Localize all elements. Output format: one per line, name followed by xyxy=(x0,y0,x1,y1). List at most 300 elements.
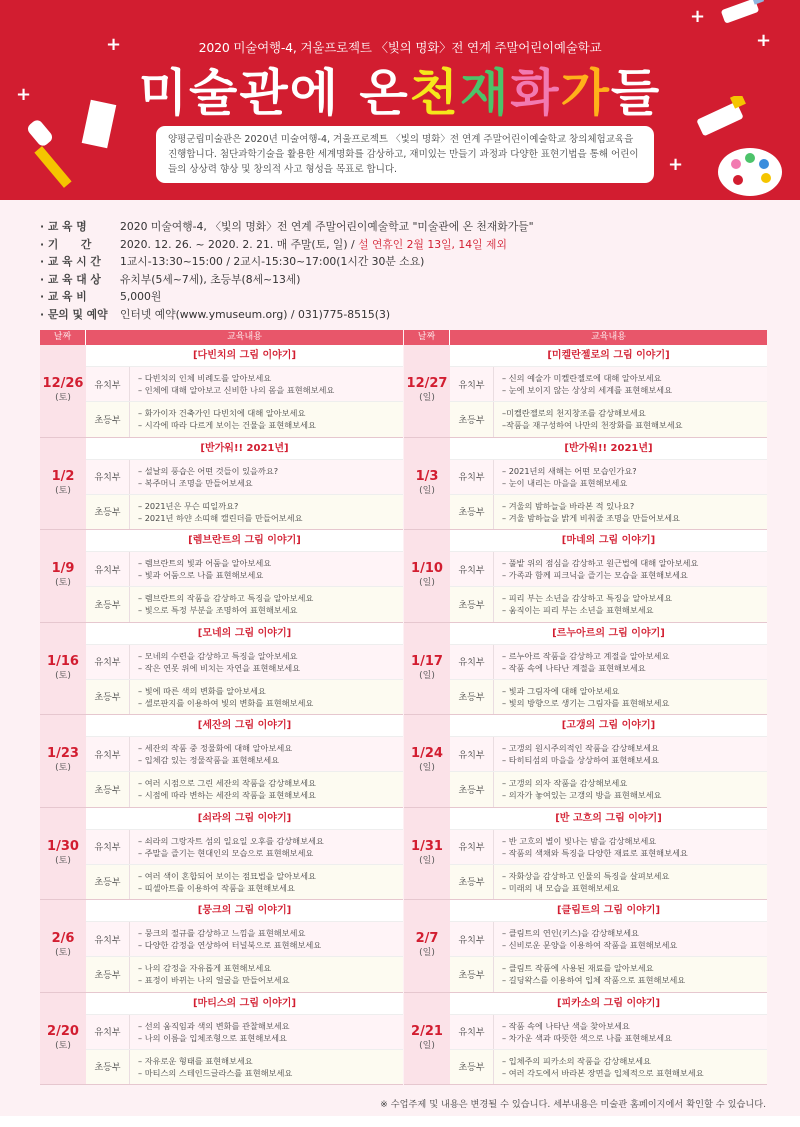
activity-item: – 작품 속에 나타난 계절을 표현해보세요 xyxy=(502,662,646,673)
activity-item: – 세잔의 작품 중 정물화에 대해 알아보세요 xyxy=(138,743,293,754)
schedule-row xyxy=(404,808,767,901)
activity-item: – 시각에 따라 다르게 보이는 건물을 표현해보세요 xyxy=(138,420,316,431)
activity-list xyxy=(494,772,767,806)
schedule-row xyxy=(40,993,403,1086)
info-value-text: 5,000원 xyxy=(120,290,162,304)
schedule-date: 1/17 xyxy=(411,653,443,669)
schedule-date: 1/16 xyxy=(47,653,79,669)
schedule-date: 12/27 xyxy=(406,376,448,392)
activity-item: – 클림트의 연인(키스)을 감상해보세요 xyxy=(502,928,639,939)
header-date: 날짜 xyxy=(40,330,86,345)
age-group-label: 초등부 xyxy=(450,402,494,436)
activity-list xyxy=(494,830,767,864)
schedule-date-cell xyxy=(40,715,86,807)
age-group-row xyxy=(450,864,767,899)
schedule-topic: [클림트의 그림 이야기] xyxy=(450,900,767,921)
schedule-content xyxy=(86,808,403,900)
activity-item: – 미래의 내 모습을 표현해보세요 xyxy=(502,882,620,893)
schedule-day: (일) xyxy=(419,393,435,404)
activity-item: – 빛과 어둠으로 나를 표현해보세요 xyxy=(138,570,264,581)
age-group-row xyxy=(86,921,403,956)
info-note: 설 연휴인 2월 13일, 14일 제외 xyxy=(358,237,507,251)
activity-list xyxy=(130,587,403,621)
activity-item: – 여러 시점으로 그린 세잔의 작품을 감상해보세요 xyxy=(138,778,316,789)
activity-item: – 여러 색이 혼합되어 보이는 점묘법을 알아보세요 xyxy=(138,870,316,881)
age-group-label: 초등부 xyxy=(86,587,130,621)
schedule-date: 12/26 xyxy=(42,376,84,392)
schedule-row xyxy=(404,993,767,1086)
schedule-content xyxy=(450,715,767,807)
age-group-label: 초등부 xyxy=(450,865,494,899)
activity-list xyxy=(130,552,403,586)
table-header xyxy=(404,330,767,345)
activity-list xyxy=(130,1015,403,1049)
schedule-content xyxy=(86,345,403,437)
age-group-row xyxy=(86,1049,403,1084)
plus-decoration-icon: + xyxy=(690,6,706,27)
plus-decoration-icon: + xyxy=(756,30,772,51)
program-info xyxy=(40,218,760,323)
age-group-label: 초등부 xyxy=(450,1050,494,1084)
palette-icon xyxy=(716,146,786,198)
age-group-row xyxy=(450,736,767,771)
age-group-row xyxy=(450,586,767,621)
activity-item: – 자유로운 형태를 표현해보세요 xyxy=(138,1055,253,1066)
schedule-day: (일) xyxy=(419,670,435,681)
info-row xyxy=(40,218,760,236)
activity-item: – 신의 예술가 미켈란젤로에 대해 알아보세요 xyxy=(502,373,662,384)
header-date: 날짜 xyxy=(404,330,450,345)
schedule-content xyxy=(86,900,403,992)
schedule-topic: [마티스의 그림 이야기] xyxy=(86,993,403,1014)
plus-decoration-icon: + xyxy=(668,154,684,175)
activity-list xyxy=(494,645,767,679)
age-group-row xyxy=(450,494,767,529)
schedule-row xyxy=(40,345,403,438)
schedule-date-cell xyxy=(40,993,86,1085)
info-label: · 교 육 명 xyxy=(40,220,87,234)
schedule-date-cell xyxy=(404,530,450,622)
age-group-label: 유치부 xyxy=(450,922,494,956)
age-group-row xyxy=(86,644,403,679)
schedule-row xyxy=(40,808,403,901)
age-group-label: 초등부 xyxy=(450,587,494,621)
schedule-row xyxy=(404,530,767,623)
schedule-topic: [반 고흐의 그림 이야기] xyxy=(450,808,767,829)
activity-item: – 고갱의 의자 작품을 감상해보세요 xyxy=(502,778,628,789)
schedule-topic: [반가워!! 2021년] xyxy=(450,438,767,459)
activity-item: – 나의 감정을 자유롭게 표현해보세요 xyxy=(138,963,272,974)
age-group-label: 초등부 xyxy=(86,1050,130,1084)
schedule-day: (토) xyxy=(55,855,71,866)
schedule-row xyxy=(404,438,767,531)
activity-item: – 눈이 내리는 마을을 표현해보세요 xyxy=(502,477,628,488)
schedule-date-cell xyxy=(40,530,86,622)
activity-list xyxy=(494,1050,767,1084)
activity-list xyxy=(494,402,767,436)
schedule-content xyxy=(450,808,767,900)
activity-list xyxy=(130,645,403,679)
activity-list xyxy=(130,367,403,401)
age-group-row xyxy=(450,921,767,956)
footnote: ※ 수업주제 및 내용은 변경될 수 있습니다. 세부내용은 미술관 홈페이지에서 확인할 수 있습니다. xyxy=(380,1099,766,1110)
schedule-row xyxy=(40,438,403,531)
activity-item: – 의자가 놓여있는 고갱의 방을 표현해보세요 xyxy=(502,790,662,801)
info-value xyxy=(120,289,161,304)
activity-list xyxy=(130,957,403,991)
age-group-row xyxy=(450,829,767,864)
activity-item: – 클림트 작품에 사용된 재료를 알아보세요 xyxy=(502,963,654,974)
age-group-label: 초등부 xyxy=(450,495,494,529)
activity-list xyxy=(494,367,767,401)
main-title-accent xyxy=(410,58,662,128)
header-banner xyxy=(0,0,800,200)
age-group-row xyxy=(86,736,403,771)
age-group-row xyxy=(86,551,403,586)
schedule-table-saturday xyxy=(40,330,403,1085)
activity-item: – 인체에 대해 알아보고 신비한 나의 몸을 표현해보세요 xyxy=(138,385,335,396)
age-group-label: 유치부 xyxy=(86,737,130,771)
age-group-row xyxy=(86,459,403,494)
age-group-row xyxy=(86,401,403,436)
schedule-topic: [피카소의 그림 이야기] xyxy=(450,993,767,1014)
schedule-day: (일) xyxy=(419,578,435,589)
schedule-content xyxy=(450,900,767,992)
schedule-date: 1/23 xyxy=(47,746,79,762)
activity-item: – 주말을 즐기는 현대인의 모습으로 표현해보세요 xyxy=(138,847,314,858)
info-row xyxy=(40,288,760,306)
activity-item: – 피리 부는 소년을 감상하고 특징을 알아보세요 xyxy=(502,593,672,604)
table-header xyxy=(40,330,403,345)
info-value xyxy=(120,237,507,252)
activity-list xyxy=(130,495,403,529)
schedule-row xyxy=(40,623,403,716)
plus-decoration-icon: + xyxy=(16,84,32,105)
activity-item: – 반 고흐의 별이 빛나는 밤을 감상해보세요 xyxy=(502,835,657,846)
schedule-day: (일) xyxy=(419,485,435,496)
schedule-date: 1/9 xyxy=(51,561,75,577)
age-group-label: 초등부 xyxy=(450,957,494,991)
activity-item: – 작품 속에 나타난 색을 찾아보세요 xyxy=(502,1020,630,1031)
schedule-date-cell xyxy=(404,438,450,530)
title-char: 가 xyxy=(560,64,611,122)
info-label: · 교 육 비 xyxy=(40,290,87,304)
info-row xyxy=(40,253,760,271)
schedule-date-cell xyxy=(404,345,450,437)
schedule-date: 1/24 xyxy=(411,746,443,762)
age-group-row xyxy=(450,771,767,806)
schedule-day: (토) xyxy=(55,485,71,496)
schedule-content xyxy=(450,345,767,437)
main-title-part1: 미술관에 온 xyxy=(138,64,410,122)
age-group-label: 초등부 xyxy=(86,957,130,991)
info-value xyxy=(120,307,390,322)
schedule-topic: [미켈란젤로의 그림 이야기] xyxy=(450,345,767,366)
schedule-date-cell xyxy=(404,808,450,900)
age-group-label: 유치부 xyxy=(86,367,130,401)
schedule-row xyxy=(40,900,403,993)
activity-item: – 2021년은 무슨 띠일까요? xyxy=(138,500,239,511)
age-group-row xyxy=(450,366,767,401)
schedule-day: (일) xyxy=(419,763,435,774)
schedule-topic: [르누아르의 그림 이야기] xyxy=(450,623,767,644)
paint-tube-icon xyxy=(712,0,772,30)
age-group-row xyxy=(450,1049,767,1084)
age-group-label: 유치부 xyxy=(86,830,130,864)
schedule-content xyxy=(450,438,767,530)
schedule-row xyxy=(404,623,767,716)
info-label: · 문의 및 예약 xyxy=(40,307,108,321)
info-value xyxy=(120,254,424,269)
activity-item: – 마티스의 스테인드글라스를 표현해보세요 xyxy=(138,1067,293,1078)
info-value-text: 인터넷 예약(www.ymuseum.org) / 031)775-8515(3) xyxy=(120,307,391,321)
activity-item: – 띠셀아트를 이용하여 작품을 표현해보세요 xyxy=(138,882,295,893)
activity-item: – 표정이 바뀌는 나의 얼굴을 만들어보세요 xyxy=(138,975,290,986)
schedule-day: (토) xyxy=(55,763,71,774)
title-char: 화 xyxy=(510,64,561,122)
activity-item: – 작은 연못 위에 비치는 자연을 표현해보세요 xyxy=(138,662,301,673)
age-group-row xyxy=(450,956,767,991)
schedule-date: 2/6 xyxy=(51,931,75,947)
schedule-date-cell xyxy=(40,438,86,530)
schedule-date-cell xyxy=(404,623,450,715)
activity-item: – 설날의 풍습은 어떤 것들이 있을까요? xyxy=(138,465,279,476)
activity-item: – 르누아르 작품을 감상하고 계절을 알아보세요 xyxy=(502,650,670,661)
schedule-topic: [뭉크의 그림 이야기] xyxy=(86,900,403,921)
schedule-topic: [고갱의 그림 이야기] xyxy=(450,715,767,736)
title-char: 들 xyxy=(610,64,662,122)
schedule-row xyxy=(404,900,767,993)
schedule-table-sunday xyxy=(404,330,767,1085)
schedule-content xyxy=(86,993,403,1085)
activity-list xyxy=(494,495,767,529)
activity-item: – 길딩왁스를 이용하여 입체 작품으로 표현해보세요 xyxy=(502,975,686,986)
info-row xyxy=(40,236,760,254)
age-group-row xyxy=(450,401,767,436)
activity-item: – 셀로판지를 이용하여 빛의 변화를 표현해보세요 xyxy=(138,697,314,708)
age-group-row xyxy=(86,1014,403,1049)
age-group-row xyxy=(450,679,767,714)
schedule-topic: [다빈치의 그림 이야기] xyxy=(86,345,403,366)
age-group-label: 초등부 xyxy=(86,772,130,806)
schedule-day: (일) xyxy=(419,948,435,959)
schedule-date: 1/2 xyxy=(51,468,75,484)
header-content: 교육내용 xyxy=(591,332,626,342)
activity-list xyxy=(130,865,403,899)
age-group-label: 초등부 xyxy=(450,772,494,806)
schedule-content xyxy=(86,530,403,622)
age-group-label: 유치부 xyxy=(450,737,494,771)
age-group-row xyxy=(450,644,767,679)
bottom-strip xyxy=(0,1116,800,1127)
age-group-label: 유치부 xyxy=(450,460,494,494)
activity-list xyxy=(494,922,767,956)
schedule-topic: [반가워!! 2021년] xyxy=(86,438,403,459)
activity-list xyxy=(130,922,403,956)
age-group-label: 초등부 xyxy=(86,865,130,899)
activity-item: – 자화상을 감상하고 인물의 특징을 살펴보세요 xyxy=(502,870,670,881)
activity-item: – 2021년 하얀 소띠해 캘린더를 만들어보세요 xyxy=(138,512,303,523)
schedule-date: 1/10 xyxy=(411,561,443,577)
activity-list xyxy=(494,680,767,714)
activity-item: – 신비로운 문양을 이용하여 작품을 표현해보세요 xyxy=(502,940,678,951)
activity-item: – 움직이는 피리 부는 소년을 표현해보세요 xyxy=(502,605,654,616)
schedule-content xyxy=(86,438,403,530)
activity-item: – 선의 움직임과 색의 변화를 관찰해보세요 xyxy=(138,1020,290,1031)
schedule-topic: [마네의 그림 이야기] xyxy=(450,530,767,551)
schedule-row xyxy=(40,715,403,808)
info-label: · 기 간 xyxy=(40,237,92,251)
title-char: 재 xyxy=(459,64,511,122)
activity-list xyxy=(130,830,403,864)
age-group-label: 초등부 xyxy=(86,680,130,714)
schedule-topic: [모네의 그림 이야기] xyxy=(86,623,403,644)
activity-list xyxy=(130,680,403,714)
activity-item: –작품을 재구성하여 나만의 천장화를 표현해보세요 xyxy=(502,420,683,431)
activity-item: – 빛의 방향으로 생기는 그림자를 표현해보세요 xyxy=(502,697,670,708)
activity-item: – 모네의 수련을 감상하고 특징을 알아보세요 xyxy=(138,650,298,661)
activity-item: – 나의 이름을 입체조형으로 표현해보세요 xyxy=(138,1032,287,1043)
age-group-row xyxy=(86,586,403,621)
activity-item: – 풀밭 위의 점심을 감상하고 원근법에 대해 알아보세요 xyxy=(502,558,699,569)
activity-list xyxy=(494,737,767,771)
age-group-label: 유치부 xyxy=(450,830,494,864)
age-group-label: 유치부 xyxy=(86,645,130,679)
age-group-row xyxy=(450,1014,767,1049)
schedule-day: (토) xyxy=(55,578,71,589)
info-label: · 교 육 대 상 xyxy=(40,272,101,286)
activity-item: – 뭉크의 절규를 감상하고 느낌을 표현해보세요 xyxy=(138,928,306,939)
schedule-date-cell xyxy=(40,900,86,992)
schedule-row xyxy=(404,715,767,808)
age-group-row xyxy=(86,494,403,529)
schedule-day: (일) xyxy=(419,855,435,866)
activity-list xyxy=(494,865,767,899)
schedule-content xyxy=(450,993,767,1085)
activity-item: – 빛과 그림자에 대해 알아보세요 xyxy=(502,685,620,696)
activity-item: – 빛으로 특정 부분을 조명하여 표현해보세요 xyxy=(138,605,298,616)
age-group-label: 유치부 xyxy=(86,552,130,586)
activity-item: – 다빈치의 인체 비례도를 알아보세요 xyxy=(138,373,272,384)
plus-decoration-icon: + xyxy=(106,34,122,55)
age-group-label: 유치부 xyxy=(86,460,130,494)
age-group-label: 초등부 xyxy=(450,680,494,714)
schedule-day: (토) xyxy=(55,948,71,959)
schedule-day: (토) xyxy=(55,393,71,404)
activity-item: – 렘브란트의 작품을 감상하고 특징을 알아보세요 xyxy=(138,593,314,604)
header-content: 교육내용 xyxy=(227,332,262,342)
info-row xyxy=(40,306,760,324)
schedule-day: (토) xyxy=(55,670,71,681)
info-value-text: 유치부(5세~7세), 초등부(8세~13세) xyxy=(120,272,301,286)
age-group-label: 초등부 xyxy=(86,495,130,529)
age-group-label: 유치부 xyxy=(450,552,494,586)
schedule-date: 2/21 xyxy=(411,1023,443,1039)
activity-item: – 쇠라의 그랑자트 섬의 일요일 오후를 감상해보세요 xyxy=(138,835,324,846)
activity-item: – 겨울 밤하늘을 밝게 비춰줄 조명을 만들어보세요 xyxy=(502,512,680,523)
age-group-row xyxy=(450,459,767,494)
title-char: 천 xyxy=(409,64,460,122)
schedule-date-cell xyxy=(40,808,86,900)
info-value xyxy=(120,272,300,287)
schedule-row xyxy=(404,345,767,438)
age-group-row xyxy=(86,771,403,806)
activity-item: – 작품의 색채와 특징을 다양한 재료로 표현해보세요 xyxy=(502,847,688,858)
activity-item: – 차가운 색과 따뜻한 색으로 나를 표현해보세요 xyxy=(502,1032,672,1043)
activity-list xyxy=(494,460,767,494)
age-group-row xyxy=(86,366,403,401)
activity-item: – 입체감 있는 정물작품을 표현해보세요 xyxy=(138,755,280,766)
age-group-row xyxy=(86,956,403,991)
info-row xyxy=(40,271,760,289)
activity-list xyxy=(130,1050,403,1084)
activity-list xyxy=(130,460,403,494)
activity-item: – 렘브란트의 빛과 어둠을 알아보세요 xyxy=(138,558,272,569)
age-group-label: 초등부 xyxy=(86,402,130,436)
schedule-date-cell xyxy=(40,345,86,437)
schedule-content xyxy=(450,623,767,715)
activity-list xyxy=(130,772,403,806)
info-label: · 교 육 시 간 xyxy=(40,255,101,269)
schedule-row xyxy=(40,530,403,623)
schedule-content xyxy=(450,530,767,622)
activity-item: – 복주머니 조명을 만들어보세요 xyxy=(138,477,253,488)
activity-item: – 여러 각도에서 바라본 장면을 입체적으로 표현해보세요 xyxy=(502,1067,704,1078)
schedule-date: 1/31 xyxy=(411,838,443,854)
activity-list xyxy=(494,1015,767,1049)
activity-list xyxy=(494,957,767,991)
info-value-text: 2020 미술여행-4, 〈빛의 명화〉전 연계 주말어린이예술학교 "미술관에 온 천재화가들" xyxy=(120,220,534,234)
schedule-date: 2/7 xyxy=(415,931,439,947)
main-title xyxy=(0,58,800,128)
schedule-topic: [쇠라의 그림 이야기] xyxy=(86,808,403,829)
schedule-date-cell xyxy=(404,993,450,1085)
schedule-date-cell xyxy=(404,900,450,992)
age-group-label: 유치부 xyxy=(86,1015,130,1049)
activity-list xyxy=(130,402,403,436)
schedule-content xyxy=(86,623,403,715)
activity-item: – 눈에 보이지 않는 상상의 세계를 표현해보세요 xyxy=(502,385,672,396)
age-group-row xyxy=(86,864,403,899)
activity-list xyxy=(130,737,403,771)
activity-item: – 다양한 감정을 연상하여 터널북으로 표현해보세요 xyxy=(138,940,322,951)
activity-item: – 가족과 함께 피크닉을 즐기는 모습을 표현해보세요 xyxy=(502,570,688,581)
age-group-label: 유치부 xyxy=(450,645,494,679)
age-group-label: 유치부 xyxy=(450,1015,494,1049)
schedule-date-cell xyxy=(40,623,86,715)
activity-item: – 입체주의 피카소의 작품을 감상해보세요 xyxy=(502,1055,651,1066)
age-group-label: 유치부 xyxy=(450,367,494,401)
schedule-date: 1/3 xyxy=(415,468,439,484)
age-group-label: 유치부 xyxy=(86,922,130,956)
activity-item: – 겨울의 밤하늘을 바라본 적 있나요? xyxy=(502,500,635,511)
activity-item: –미켈란젤로의 천지창조를 감상해보세요 xyxy=(502,408,646,419)
schedule-date: 2/20 xyxy=(47,1023,79,1039)
schedule-day: (토) xyxy=(55,1040,71,1051)
schedule-day: (일) xyxy=(419,1040,435,1051)
age-group-row xyxy=(86,679,403,714)
header-subtitle: 2020 미술여행-4, 겨울프로젝트 〈빛의 명화〉전 연계 주말어린이예술학교 xyxy=(198,40,602,55)
activity-item: – 화가이자 건축가인 다빈치에 대해 알아보세요 xyxy=(138,408,306,419)
activity-item: – 시점에 따라 변하는 세잔의 작품을 표현해보세요 xyxy=(138,790,316,801)
info-value-text: 1교시-13:30~15:00 / 2교시-15:30~17:00(1시간 30분 소요) xyxy=(120,255,425,269)
schedule-topic: [렘브란트의 그림 이야기] xyxy=(86,530,403,551)
info-value-text: 2020. 12. 26. ~ 2020. 2. 21. 매 주말(토, 일) / xyxy=(120,237,359,251)
activity-item: – 고갱의 원시주의적인 작품을 감상해보세요 xyxy=(502,743,659,754)
schedule-date-cell xyxy=(404,715,450,807)
activity-item: – 타히티섬의 마을을 상상하여 표현해보세요 xyxy=(502,755,659,766)
activity-list xyxy=(494,587,767,621)
